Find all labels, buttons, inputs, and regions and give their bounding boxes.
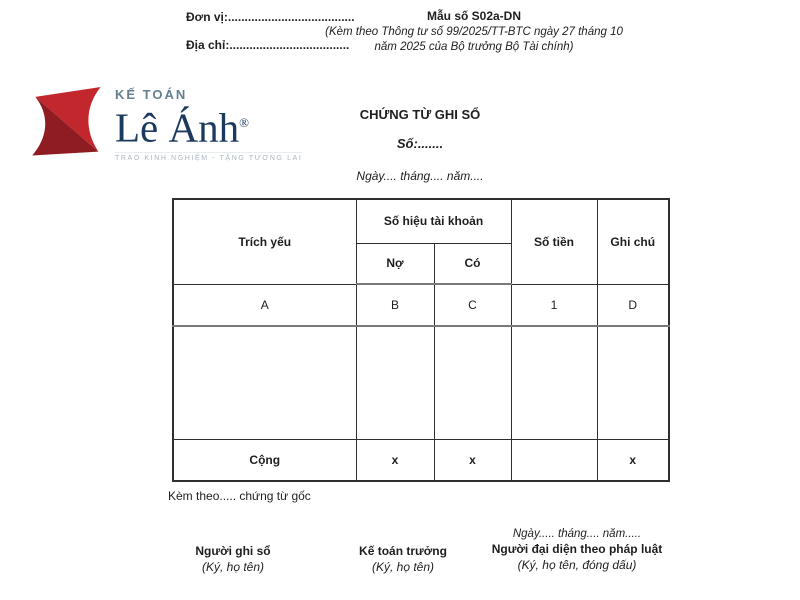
entry-cell-trich-yeu <box>173 326 356 439</box>
signature-subtitle: (Ký, họ tên) <box>371 560 435 574</box>
signature-subtitle: (Ký, họ tên, đóng dấu) <box>517 558 637 572</box>
signature-title: Người ghi sổ <box>195 544 271 558</box>
column-index-row <box>173 284 669 326</box>
signature-block-nguoi-dai-dien <box>462 528 692 572</box>
brand-top-label: KẾ TOÁN <box>115 87 188 102</box>
entry-cell-so-tien <box>511 326 597 439</box>
document-title-block <box>172 107 668 183</box>
empty-entry-row <box>173 326 669 439</box>
registered-mark: ® <box>239 115 249 130</box>
document-number-line: Số:....... <box>396 136 444 151</box>
total-ghi-chu: x <box>597 439 669 481</box>
voucher-table <box>172 198 670 482</box>
form-note-line2: năm 2025 của Bộ trưởng Bộ Tài chính) <box>374 41 574 53</box>
brand-name-text: Lê Ánh <box>115 104 240 151</box>
index-cell-a: A <box>173 284 356 326</box>
brand-tagline: TRAO KINH NGHIỆM - TẶNG TƯƠNG LAI <box>115 152 302 162</box>
signature-subtitle: (Ký, họ tên) <box>201 560 265 574</box>
attachment-note: Kèm theo..... chứng từ gốc <box>168 489 311 503</box>
col-header-no: Nợ <box>356 243 434 284</box>
total-no: x <box>356 439 434 481</box>
total-row <box>173 439 669 481</box>
address-label: Địa chỉ:.................................... <box>186 38 350 52</box>
index-cell-d: D <box>597 284 669 326</box>
signature-block-nguoi-ghi-so <box>148 544 318 574</box>
form-note-line1: (Kèm theo Thông tư số 99/2025/TT-BTC ngày 27 tháng 10 <box>325 26 623 38</box>
col-header-so-tien: Số tiền <box>511 199 597 284</box>
signature-title: Người đại diện theo pháp luật <box>491 542 663 556</box>
form-number: Mẫu số S02a-DN <box>426 9 522 23</box>
document-title: CHỨNG TỪ GHI SỔ <box>359 107 481 122</box>
col-header-trich-yeu: Trích yếu <box>173 199 356 284</box>
total-label: Cộng <box>173 439 356 481</box>
index-cell-1: 1 <box>511 284 597 326</box>
index-cell-c: C <box>434 284 511 326</box>
index-cell-b: B <box>356 284 434 326</box>
col-header-so-hieu-tai-khoan: Số hiệu tài khoản <box>356 199 511 243</box>
entry-cell-co <box>434 326 511 439</box>
total-so-tien <box>511 439 597 481</box>
brand-logo-icon <box>30 84 106 160</box>
signature-title: Kế toán trưởng <box>359 544 447 558</box>
form-reference-block <box>318 9 630 55</box>
entry-cell-no <box>356 326 434 439</box>
entry-cell-ghi-chu <box>597 326 669 439</box>
total-co: x <box>434 439 511 481</box>
signature-date-line: Ngày..... tháng.... năm..... <box>512 528 642 540</box>
unit-label: Đơn vị:...................................... <box>186 10 355 24</box>
col-header-ghi-chu: Ghi chú <box>597 199 669 284</box>
col-header-co: Có <box>434 243 511 284</box>
document-date-line: Ngày.... tháng.... năm.... <box>356 169 484 183</box>
